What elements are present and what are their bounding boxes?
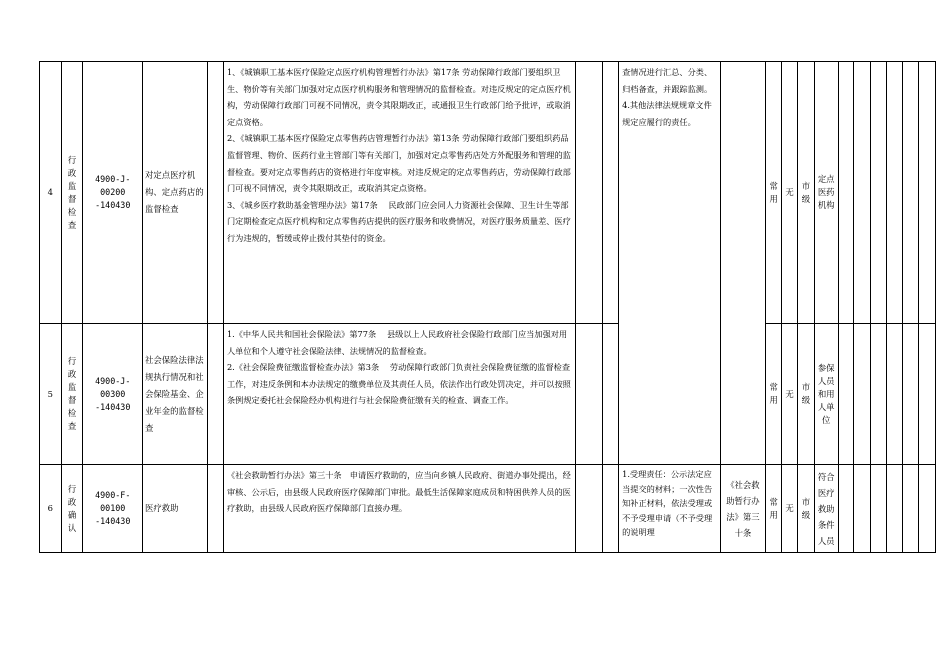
empty-cell — [903, 62, 919, 324]
empty-cell — [603, 465, 619, 553]
legal-basis: 1.《中华人民共和国社会保险法》第77条 县级以上人民政府社会保险行政部门应当加强对用人单位和个人遵守社会保险法律、法规情况的监督检查。 2.《社会保险费征缴监督检查办法》第3条 劳动保障行政部门负责社会保险费征缴的监督检查工作，对违反条例和本办法规定的缴费单位及其责任人员，依法作出行政处罚决定，并可以按照条例规定委托社会保险经办机构进行与社会保险费征缴有关的检查、调查工作。 — [223, 324, 575, 465]
empty-cell — [208, 62, 224, 324]
empty-cell — [575, 465, 603, 553]
admin-level: 市 级 — [797, 465, 814, 553]
power-category: 行 政 监 督 检 查 — [61, 324, 83, 465]
power-code: 4900-F-00100 -140430 — [83, 465, 143, 553]
empty-cell — [903, 465, 919, 553]
power-code: 4900-J-00300 -140430 — [83, 324, 143, 465]
rights-list-table — [39, 61, 936, 553]
empty-cell — [854, 62, 871, 324]
table-row — [40, 465, 936, 553]
empty-cell — [720, 62, 766, 465]
power-name: 医疗救助 — [143, 465, 208, 553]
empty-cell — [886, 62, 903, 324]
responsibility-items: 查情况进行汇总、分类、归档备查，并跟踪监测。 4.其他法律法规规章文件规定应履行的责任。 — [619, 62, 721, 465]
empty-cell — [838, 62, 854, 324]
empty-cell — [919, 62, 936, 324]
responsibility-basis: 《社会救助暂行办法》第三十条 — [720, 465, 766, 553]
empty-cell — [838, 324, 854, 465]
empty-cell — [919, 465, 936, 553]
table-row — [40, 324, 936, 465]
admin-level: 市 级 — [797, 324, 814, 465]
power-name: 社会保险法律法规执行情况和社会保险基金、企业年金的监督检查 — [143, 324, 208, 465]
power-category: 行 政 监 督 检 查 — [61, 62, 83, 324]
empty-cell — [886, 465, 903, 553]
empty-cell — [919, 324, 936, 465]
empty-cell — [870, 324, 886, 465]
row-number: 5 — [40, 324, 62, 465]
service-object: 符合 医疗 救助 条件 人员 — [814, 465, 838, 553]
service-object: 定点 医药 机构 — [814, 62, 838, 324]
empty-cell — [870, 465, 886, 553]
empty-cell — [575, 324, 603, 465]
empty-cell — [903, 324, 919, 465]
empty-cell — [854, 324, 871, 465]
table-row — [40, 62, 936, 324]
legal-basis: 1、《城镇职工基本医疗保险定点医疗机构管理暂行办法》第17条 劳动保障行政部门要组织卫生、物价等有关部门加强对定点医疗机构服务和管理情况的监督检查。对违反规定的定点医疗机构，劳动保障行政部门可视不同情况，责令其限期改正，或通报卫生行政部门给予批评，或取消定点资格。 2、《城镇职工基本医疗保险定点零售药店管理暂行办法》第13条 劳动保障行政部门要组织药品监督管理、物价、医药行业主管部门等有关部门，加强对定点零售药店处方外配服务和管理的监督检查。要对定点零售药店的资格进行年度审核。对违反规定的定点零售药店，劳动保障行政部门可视不同情况，责令其限期改正，或取消其定点资格。 3、《城乡医疗救助基金管理办法》第17条 民政部门应会同人力资源社会保障、卫生计生等部门定期检查定点医疗机构和定点零售药店提供的医疗服务和收费情况，对医疗服务质量差、医疗行为违规的，暂缓或停止拨付其垫付的资金。 — [223, 62, 575, 324]
usage-frequency: 常 用 — [766, 62, 782, 324]
legal-basis: 《社会救助暂行办法》第三十条 申请医疗救助的，应当向乡镇人民政府、街道办事处提出，经审核、公示后，由县级人民政府医疗保障部门审批。最低生活保障家庭成员和特困供养人员的医疗救助，由县级人民政府医疗保障部门直接办理。 — [223, 465, 575, 553]
service-object: 参保 人员 和用 人单 位 — [814, 324, 838, 465]
power-name: 对定点医疗机构、定点药店的监督检查 — [143, 62, 208, 324]
empty-cell — [838, 465, 854, 553]
fee: 无 — [782, 62, 798, 324]
power-category: 行 政 确 认 — [61, 465, 83, 553]
row-number: 6 — [40, 465, 62, 553]
empty-cell — [870, 62, 886, 324]
empty-cell — [603, 324, 619, 465]
row-number: 4 — [40, 62, 62, 324]
empty-cell — [886, 324, 903, 465]
power-code: 4900-J-00200 -140430 — [83, 62, 143, 324]
responsibility-items: 1.受理责任：公示法定应当提交的材料；一次性告知补正材料，依法受理或不予受理申请（不予受理的说明理 — [619, 465, 721, 553]
empty-cell — [208, 324, 224, 465]
empty-cell — [208, 465, 224, 553]
empty-cell — [854, 465, 871, 553]
usage-frequency: 常 用 — [766, 324, 782, 465]
usage-frequency: 常 用 — [766, 465, 782, 553]
empty-cell — [603, 62, 619, 324]
fee: 无 — [782, 465, 798, 553]
empty-cell — [575, 62, 603, 324]
admin-level: 市 级 — [797, 62, 814, 324]
fee: 无 — [782, 324, 798, 465]
